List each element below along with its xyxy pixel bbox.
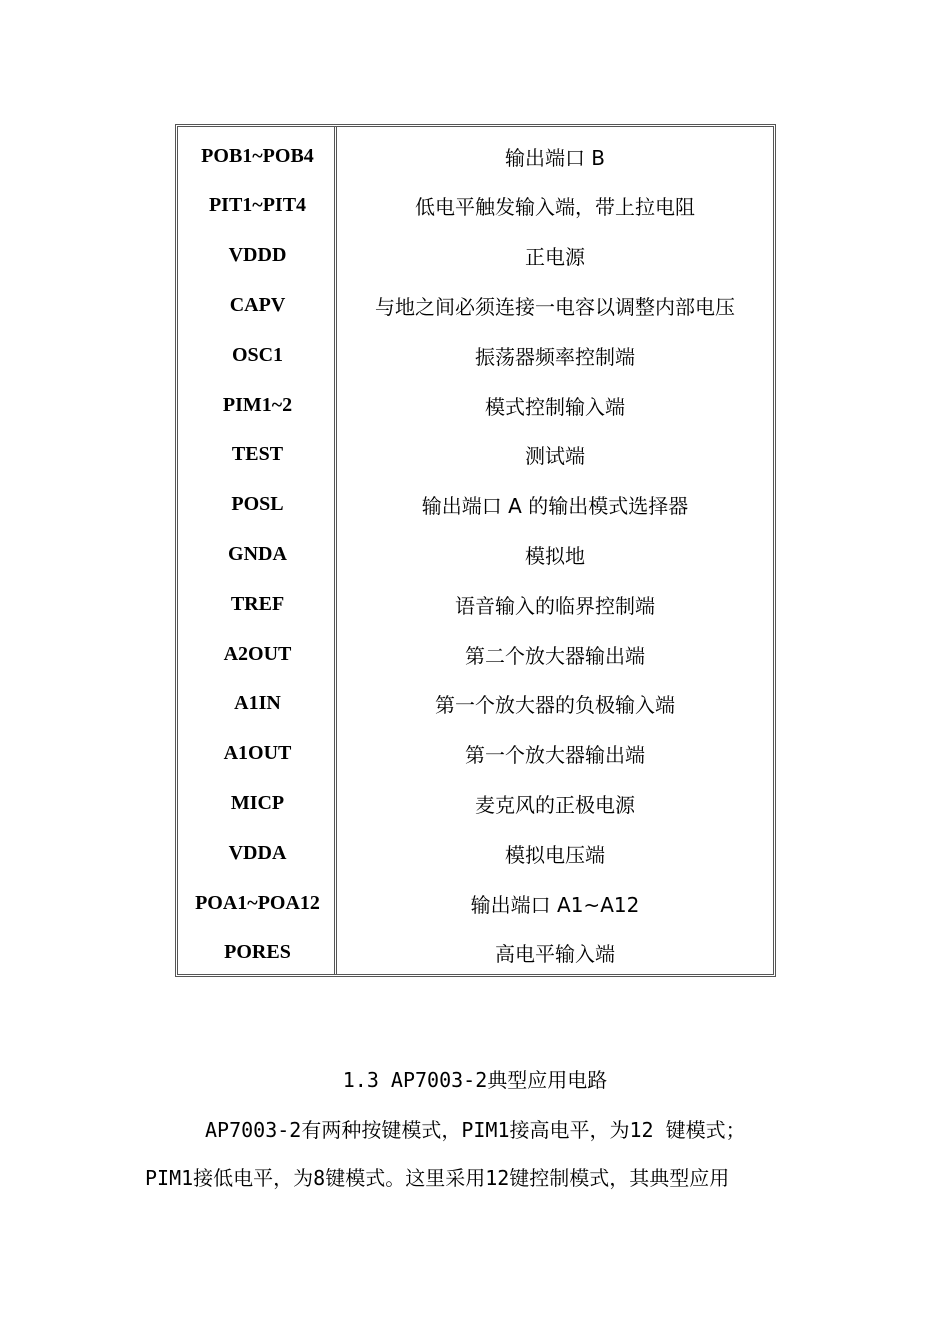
pin-description-cell: 振荡器频率控制端 (475, 344, 635, 369)
pin-description-cell: 输出端口 A1~A12 (470, 892, 640, 917)
table-row (178, 729, 773, 779)
pin-description-cell: 输出端口 A 的输出模式选择器 (421, 494, 689, 519)
pin-description-cell: 测试端 (525, 444, 585, 469)
table-row (178, 579, 773, 629)
pin-name-cell: PIT1~PIT4 (208, 194, 307, 217)
pin-description-cell: 高电平输入端 (495, 942, 615, 967)
table-row (178, 828, 773, 878)
section-heading: 1.3 AP7003-2典型应用电路 (342, 1068, 608, 1092)
pin-name-cell: POB1~POB4 (201, 144, 314, 167)
pin-name-cell: PORES (224, 941, 291, 964)
table-row (178, 480, 773, 530)
table-row (178, 529, 773, 579)
pin-description-table (175, 124, 776, 977)
table-row (178, 878, 773, 928)
table-row (178, 231, 773, 281)
table-row (178, 430, 773, 480)
pin-name-cell: OSC1 (231, 343, 284, 366)
pin-name-cell: A1IN (234, 692, 281, 715)
table-row (178, 181, 773, 231)
pin-name-cell: POA1~POA12 (195, 891, 320, 914)
pin-description-cell: 与地之间必须连接一电容以调整内部电压 (375, 294, 735, 319)
table-row (178, 679, 773, 729)
pin-name-cell: A2OUT (223, 642, 292, 665)
pin-description-cell: 麦克风的正极电源 (475, 792, 635, 817)
pin-description-cell: 语音输入的临界控制端 (455, 593, 655, 618)
pin-name-cell: POSL (231, 493, 284, 516)
table-row (178, 928, 773, 978)
pin-description-cell: 第一个放大器输出端 (465, 743, 645, 768)
pin-description-cell: 输出端口 B (504, 145, 606, 170)
table-row (178, 778, 773, 828)
pin-name-cell: TEST (231, 443, 284, 466)
pin-description-cell: 第一个放大器的负极输入端 (435, 693, 675, 718)
paragraph-line-1: AP7003-2有两种按键模式，PIM1接高电平，为12 键模式； (205, 1118, 746, 1142)
pin-name-cell: MICP (230, 791, 285, 814)
pin-name-cell: PIM1~2 (222, 393, 293, 416)
paragraph-line-2: PIM1接低电平，为8键模式。这里采用12键控制模式，其典型应用 (145, 1166, 730, 1190)
pin-description-cell: 模拟电压端 (505, 842, 605, 867)
table-row (178, 131, 773, 181)
pin-name-cell: TREF (230, 592, 285, 615)
pin-name-cell: CAPV (229, 293, 286, 316)
table-row (178, 330, 773, 380)
pin-description-cell: 模式控制输入端 (485, 394, 625, 419)
pin-description-cell: 第二个放大器输出端 (465, 643, 645, 668)
pin-name-cell: A1OUT (223, 742, 292, 765)
table-row (178, 629, 773, 679)
pin-name-cell: VDDD (228, 244, 287, 267)
pin-description-cell: 低电平触发输入端，带上拉电阻 (415, 195, 695, 220)
table-row (178, 280, 773, 330)
pin-name-cell: GNDA (228, 542, 287, 565)
pin-name-cell: VDDA (228, 841, 287, 864)
table-row (178, 380, 773, 430)
pin-description-cell: 正电源 (525, 245, 585, 270)
pin-description-cell: 模拟地 (525, 543, 585, 568)
